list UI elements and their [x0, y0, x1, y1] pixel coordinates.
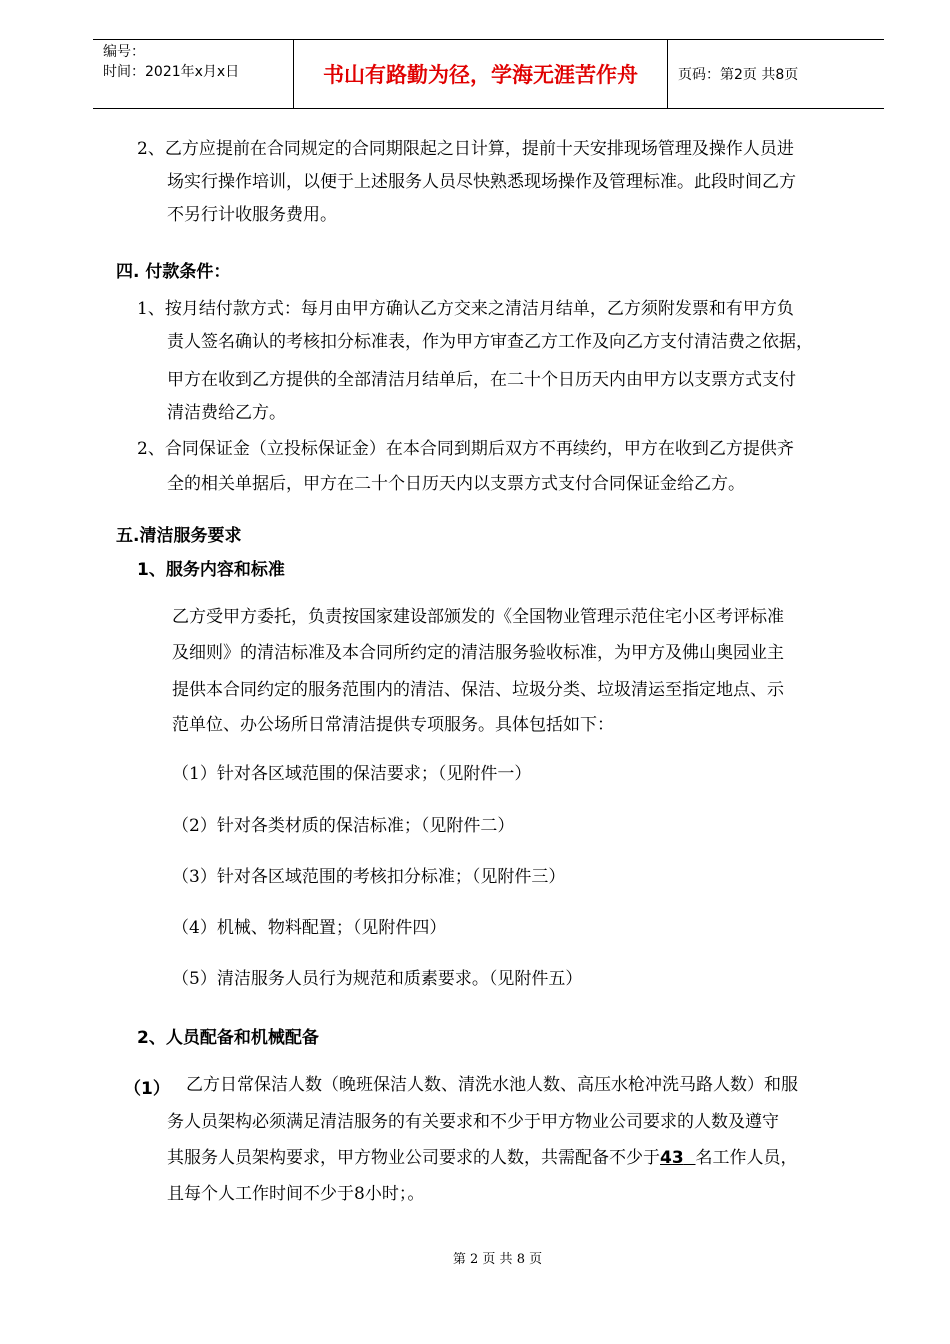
page-header [93, 39, 884, 109]
header-meta [93, 40, 294, 108]
p1-line3-text: 其服务人员架构要求，甲方物业公司要求的人数，共需配备不少于 [167, 1148, 660, 1168]
page-footer: 第 2 页 共 8 页 [452, 1252, 543, 1267]
p1-line3-after: 名工作人员， [695, 1148, 798, 1168]
time-label: 时间：2021年x月x日 [103, 64, 240, 80]
item2-line1: 2、乙方应提前在合同规定的合同期限起之日计算，提前十天安排现场管理及操作人员进 [137, 139, 794, 159]
s4-item1-line2: 责人签名确认的考核扣分标准表，作为甲方审查乙方工作及向乙方支付清洁费之依据， [167, 332, 813, 352]
section4-title: 四. 付款条件： [116, 262, 231, 282]
s5-para-line3: 提供本合同约定的服务范围内的清洁、保洁、垃圾分类、垃圾清运至指定地点、示 [172, 680, 784, 700]
header-motto: 书山有路勤为径，学海无涯苦作舟 [294, 40, 668, 108]
s4-item1-line4: 清洁费给乙方。 [167, 403, 286, 423]
s5-para-line2: 及细则》的清洁标准及本合同所约定的清洁服务验收标准，为甲方及佛山奥园业主 [172, 643, 784, 663]
s5-para-line4: 范单位、办公场所日常清洁提供专项服务。具体包括如下： [172, 715, 614, 735]
section5-title: 五.清洁服务要求 [116, 526, 242, 546]
p1-line2: 务人员架构必须满足清洁服务的有关要求和不少于甲方物业公司要求的人数及遵守 [167, 1112, 779, 1132]
number-label: 编号： [103, 44, 145, 60]
s4-item1-line3: 甲方在收到乙方提供的全部清洁月结单后，在二十个日历天内由甲方以支票方式支付 [167, 370, 796, 390]
p1-line4: 且每个人工作时间不少于8小时；。 [167, 1184, 425, 1204]
s4-item2-line1: 2、合同保证金（立投标保证金）在本合同到期后双方不再续约，甲方在收到乙方提供齐 [137, 439, 794, 459]
staff-count [660, 1148, 696, 1168]
s4-item2-line2: 全的相关单据后，甲方在二十个日历天内以支票方式支付合同保证金给乙方。 [167, 474, 745, 494]
p1-label: （1） [124, 1079, 170, 1099]
p1-line3 [167, 1142, 798, 1175]
header-page-info: 页码：第2页 共8页 [678, 67, 799, 83]
s5-list-item: （5）清洁服务人员行为规范和质素要求。（见附件五） [172, 969, 583, 989]
staff-count-value: 43 [660, 1148, 684, 1168]
s5-list-item: （4）机械、物料配置；（见附件四） [172, 918, 447, 938]
s5-para-line1: 乙方受甲方委托，负责按国家建设部颁发的《全国物业管理示范住宅小区考评标准 [172, 607, 784, 627]
s5-subheading-2: 2、人员配备和机械配备 [137, 1028, 319, 1048]
s5-list-item: （2）针对各类材质的保洁标准；（见附件二） [172, 816, 515, 836]
p1-line1: 乙方日常保洁人数（晚班保洁人数、清洗水池人数、高压水枪冲洗马路人数）和服 [186, 1075, 798, 1095]
item2-line3: 不另行计收服务费用。 [167, 205, 337, 225]
s5-list-item: （3）针对各区域范围的考核扣分标准；（见附件三） [172, 867, 566, 887]
item2-line2: 场实行操作培训，以便于上述服务人员尽快熟悉现场操作及管理标准。此段时间乙方 [167, 172, 796, 192]
s5-subheading-1: 1、服务内容和标准 [137, 560, 285, 580]
s4-item1-line1: 1、按月结付款方式：每月由甲方确认乙方交来之清洁月结单，乙方须附发票和有甲方负 [137, 299, 794, 319]
s5-list-item: （1）针对各区域范围的保洁要求；（见附件一） [172, 764, 532, 784]
